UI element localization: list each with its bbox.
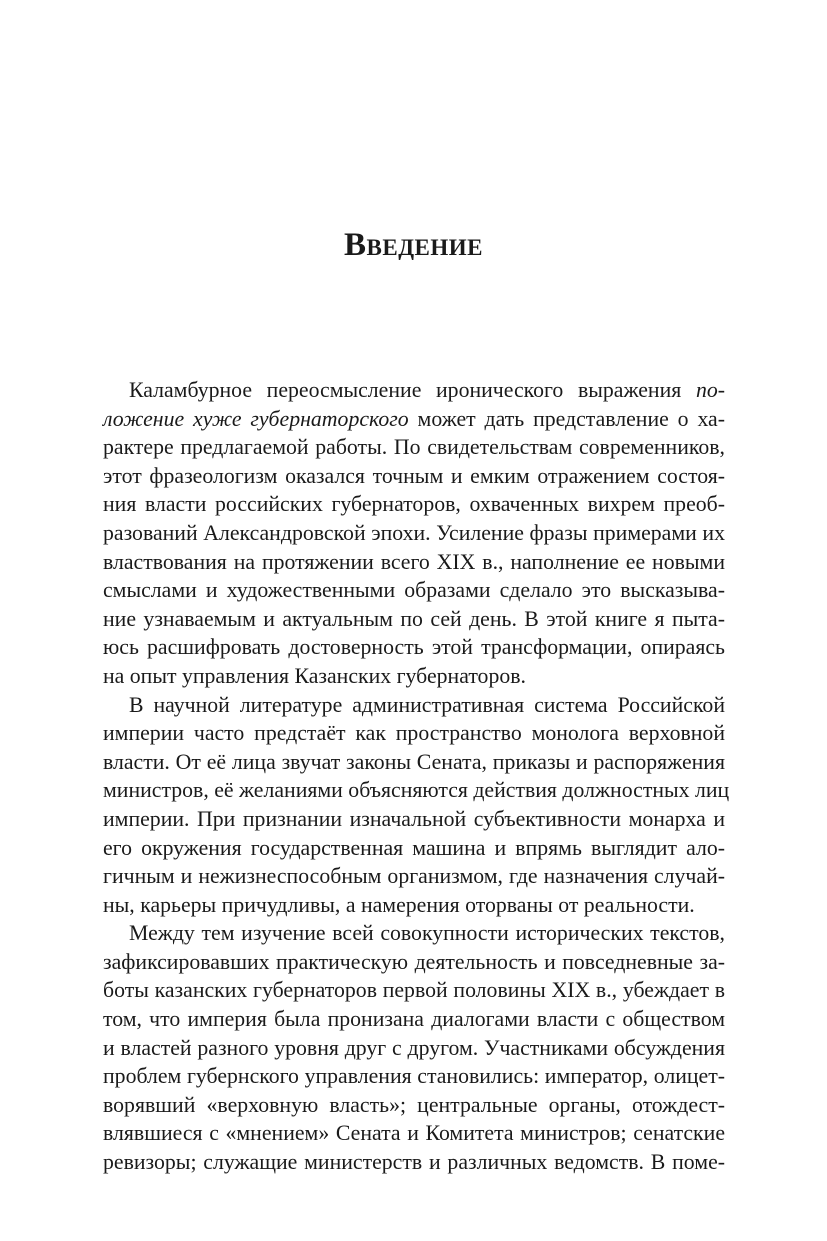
text-line: гичным и нежизнеспособным организмом, где назначения случай- — [103, 864, 725, 889]
text-line: проблем губернского управления становились: император, олицет- — [103, 1064, 725, 1089]
text-line: ложение хуже губернаторского может дать представление о ха- — [103, 406, 725, 431]
text-line: ния власти российских губернаторов, охваченных вихрем преоб- — [103, 492, 725, 517]
text-line: ние узнаваемым и актуальным по сей день. В этой книге я пыта- — [103, 606, 725, 631]
text-line: империи часто предстаёт как пространство монолога верховной — [103, 721, 725, 746]
chapter-title: Введение — [344, 227, 483, 263]
text-line: ны, карьеры причудливы, а намерения оторваны от реальности. — [103, 892, 695, 917]
text-line: его окружения государственная машина и впрямь выглядит ало- — [103, 835, 725, 860]
text-line: ворявший «верховную власть»; центральные органы, отождест- — [103, 1092, 725, 1117]
chapter-body — [103, 376, 730, 1177]
text-line: том, что империя была пронизана диалогами власти с обществом — [103, 1007, 725, 1032]
text-line: власти. От её лица звучат законы Сената, приказы и распоряжения — [103, 749, 725, 774]
text-line: влявшиеся с «мнением» Сената и Комитета министров; сенатские — [103, 1121, 725, 1146]
text-line: и властей разного уровня друг с другом. Участниками обсуждения — [103, 1035, 725, 1060]
text-line: Каламбурное переосмысление иронического выражения по- — [129, 378, 725, 402]
text-line: В научной литературе административная система Российской — [129, 692, 725, 717]
text-line: юсь расшифровать достоверность этой трансформации, опираясь — [103, 635, 725, 660]
text-line: властвования на протяжении всего XIX в., наполнение ее новыми — [103, 549, 725, 574]
text-line: ревизоры; служащие министерств и различных ведомств. В поме- — [103, 1150, 725, 1175]
text-line: Между тем изучение всей совокупности исторических текстов, — [129, 921, 725, 946]
text-line: боты казанских губернаторов первой половины XIX в., убеждает в — [103, 978, 725, 1003]
text-line: министров, её желаниями объясняются действия должностных лиц — [103, 778, 730, 803]
text-line: рактере предлагаемой работы. По свидетельствам современников, — [103, 435, 725, 460]
text-line: зафиксировавших практическую деятельность и повседневные за- — [103, 949, 725, 974]
text-line: на опыт управления Казанских губернаторов. — [103, 663, 526, 688]
text-line: этот фразеологизм оказался точным и емким отражением состоя- — [103, 463, 725, 488]
text-line: разований Александровской эпохи. Усиление фразы примерами их — [103, 520, 725, 545]
text-line: империи. При признании изначальной субъективности монарха и — [103, 806, 725, 831]
text-line: смыслами и художественными образами сделало это высказыва- — [103, 578, 725, 603]
